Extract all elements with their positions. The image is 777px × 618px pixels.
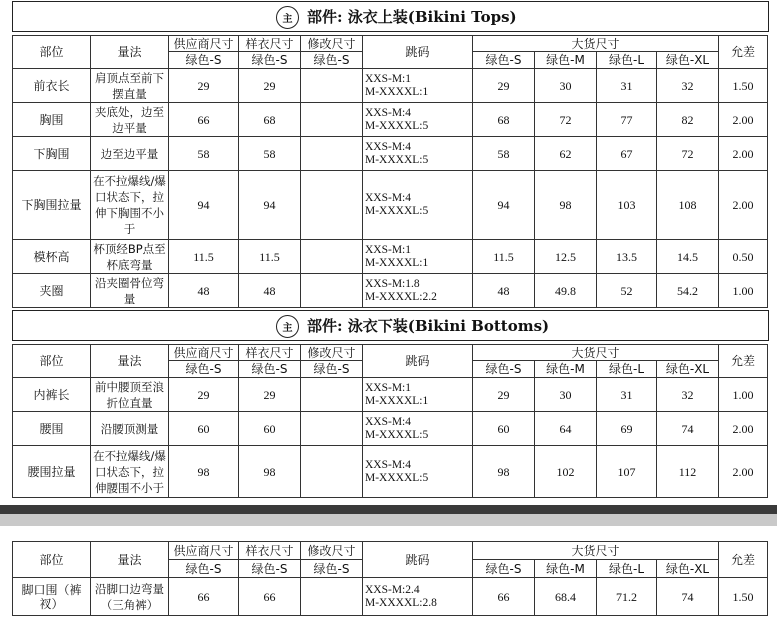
header-tolerance: 允差 [719,542,768,578]
part-cell: 前衣长 [13,69,91,103]
header-col-s: 绿色-S [301,52,363,69]
tolerance-cell: 1.00 [719,378,768,412]
bulk-l-cell: 67 [597,137,657,171]
header-method: 量法 [91,36,169,69]
bulk-s-cell: 66 [473,578,535,616]
size-code-line: M-XXXXL:5 [365,119,429,132]
bulk-s-cell: 29 [473,69,535,103]
sample-size-cell: 11.5 [239,240,301,274]
bulk-l-cell: 31 [597,378,657,412]
bulk-m-cell: 102 [535,446,597,498]
sample-size-cell: 60 [239,412,301,446]
part-cell: 腰围 [13,412,91,446]
size-code-line: XXS-M:2.4 [365,583,420,596]
size-code-line: XXS-M:4 [365,415,412,428]
header-bulk: 大货尺寸 [473,345,719,361]
size-code-cell [363,274,473,308]
header-modify: 修改尺寸 [301,542,363,560]
tops-measurement-table [12,35,768,308]
header-sample: 样衣尺寸 [239,542,301,560]
modified-size-cell [301,578,363,616]
bulk-s-cell: 94 [473,171,535,240]
table-row [13,103,768,137]
method-cell: 在不拉爆线/爆口状态下，拉伸腰围不小于 [91,446,169,498]
sample-size-cell: 68 [239,103,301,137]
header-col-s: 绿色-S [473,361,535,378]
header-part: 部位 [13,345,91,378]
table-row [13,578,768,616]
sample-size-cell: 29 [239,378,301,412]
header-size-code: 跳码 [363,542,473,578]
size-code-cell [363,69,473,103]
header-col-m: 绿色-M [535,560,597,578]
tolerance-cell: 2.00 [719,446,768,498]
header-col-xl: 绿色-XL [657,52,719,69]
header-size-code: 跳码 [363,345,473,378]
bulk-s-cell: 29 [473,378,535,412]
tolerance-cell: 2.00 [719,103,768,137]
bulk-m-cell: 64 [535,412,597,446]
sample-size-cell: 94 [239,171,301,240]
bulk-l-cell: 107 [597,446,657,498]
bulk-xl-cell: 32 [657,69,719,103]
bulk-s-cell: 60 [473,412,535,446]
section-header-bottoms [12,310,769,341]
size-code-line: M-XXXXL:2.2 [365,290,437,303]
header-supplier: 供应商尺寸 [169,345,239,361]
part-cell: 夹圈 [13,274,91,308]
supplier-size-cell: 66 [169,578,239,616]
part-cell: 下胸围拉量 [13,171,91,240]
leg-opening-table [12,541,768,616]
bulk-m-cell: 72 [535,103,597,137]
bulk-l-cell: 77 [597,103,657,137]
modified-size-cell [301,378,363,412]
supplier-size-cell: 98 [169,446,239,498]
header-col-l: 绿色-L [597,52,657,69]
size-code-cell [363,578,473,616]
bulk-s-cell: 11.5 [473,240,535,274]
modified-size-cell [301,412,363,446]
bulk-xl-cell: 82 [657,103,719,137]
size-code-line: XXS-M:4 [365,458,412,471]
part-cell: 下胸围 [13,137,91,171]
method-cell: 沿夹圈骨位弯量 [91,274,169,308]
header-modify: 修改尺寸 [301,345,363,361]
size-code-line: XXS-M:4 [365,192,412,204]
bulk-m-cell: 62 [535,137,597,171]
tolerance-cell: 2.00 [719,137,768,171]
size-code-line: M-XXXXL:1 [365,394,429,407]
header-col-m: 绿色-M [535,52,597,69]
tolerance-cell: 1.00 [719,274,768,308]
bulk-xl-cell: 14.5 [657,240,719,274]
header-col-s: 绿色-S [473,560,535,578]
tolerance-cell: 2.00 [719,171,768,240]
supplier-size-cell: 11.5 [169,240,239,274]
bulk-l-cell: 103 [597,171,657,240]
page-break-shadow [0,505,777,514]
table-row [13,446,768,498]
table-row [13,412,768,446]
part-cell: 内裤长 [13,378,91,412]
header-col-s: 绿色-S [239,560,301,578]
bulk-m-cell: 68.4 [535,578,597,616]
header-col-s: 绿色-S [301,560,363,578]
part-cell: 模杯高 [13,240,91,274]
supplier-size-cell: 29 [169,69,239,103]
table-row [13,171,768,240]
modified-size-cell [301,446,363,498]
bulk-m-cell: 49.8 [535,274,597,308]
bulk-l-cell: 52 [597,274,657,308]
size-code-line: XXS-M:1 [365,72,412,85]
header-part: 部位 [13,36,91,69]
table-row [13,240,768,274]
size-code-line: M-XXXXL:5 [365,471,429,484]
size-code-line: XXS-M:1.8 [365,277,420,290]
header-modify: 修改尺寸 [301,36,363,52]
supplier-size-cell: 58 [169,137,239,171]
method-cell: 沿脚口边弯量（三角裤） [91,578,169,616]
size-code-line: M-XXXXL:5 [365,205,429,217]
header-col-l: 绿色-L [597,560,657,578]
modified-size-cell [301,69,363,103]
bulk-s-cell: 68 [473,103,535,137]
marker-badge: 主 [276,315,299,338]
bulk-m-cell: 12.5 [535,240,597,274]
size-code-line: M-XXXXL:5 [365,153,429,166]
part-cell: 脚口围（裤衩） [13,578,91,616]
bulk-xl-cell: 108 [657,171,719,240]
bulk-m-cell: 30 [535,378,597,412]
header-col-m: 绿色-M [535,361,597,378]
method-cell: 杯顶经BP点至杯底弯量 [91,240,169,274]
modified-size-cell [301,240,363,274]
header-col-s: 绿色-S [239,52,301,69]
header-col-s: 绿色-S [301,361,363,378]
size-code-cell [363,171,473,240]
bulk-s-cell: 48 [473,274,535,308]
size-code-cell [363,446,473,498]
bulk-s-cell: 58 [473,137,535,171]
size-code-line: XXS-M:4 [365,106,412,119]
header-bulk: 大货尺寸 [473,542,719,560]
sample-size-cell: 66 [239,578,301,616]
tolerance-cell: 2.00 [719,412,768,446]
method-cell: 夹底处，边至边平量 [91,103,169,137]
header-tolerance: 允差 [719,36,768,69]
section-title: 部件: 泳衣上装(Bikini Tops) [307,8,517,26]
header-tolerance: 允差 [719,345,768,378]
method-cell: 在不拉爆线/爆口状态下，拉伸下胸围不小于 [91,171,169,240]
sample-size-cell: 48 [239,274,301,308]
size-code-line: M-XXXXL:5 [365,428,429,441]
supplier-size-cell: 66 [169,103,239,137]
size-code-line: XXS-M:1 [365,243,412,256]
modified-size-cell [301,274,363,308]
bulk-xl-cell: 32 [657,378,719,412]
bulk-xl-cell: 54.2 [657,274,719,308]
header-col-s: 绿色-S [473,52,535,69]
table-row [13,378,768,412]
sample-size-cell: 98 [239,446,301,498]
sample-size-cell: 29 [239,69,301,103]
section-title: 部件: 泳衣下装(Bikini Bottoms) [307,317,550,335]
part-cell: 胸围 [13,103,91,137]
header-part: 部位 [13,542,91,578]
method-cell: 边至边平量 [91,137,169,171]
header-sample: 样衣尺寸 [239,345,301,361]
supplier-size-cell: 48 [169,274,239,308]
tolerance-cell: 1.50 [719,578,768,616]
header-col-l: 绿色-L [597,361,657,378]
header-method: 量法 [91,345,169,378]
header-col-s: 绿色-S [169,361,239,378]
header-method: 量法 [91,542,169,578]
supplier-size-cell: 60 [169,412,239,446]
tolerance-cell: 1.50 [719,69,768,103]
bottoms-measurement-table [12,344,768,498]
bulk-xl-cell: 72 [657,137,719,171]
size-code-line: M-XXXXL:1 [365,85,429,98]
marker-badge: 主 [276,6,299,29]
size-code-line: M-XXXXL:1 [365,256,429,269]
modified-size-cell [301,137,363,171]
size-code-cell [363,378,473,412]
header-col-s: 绿色-S [169,52,239,69]
table-row [13,69,768,103]
bulk-xl-cell: 74 [657,412,719,446]
header-bulk: 大货尺寸 [473,36,719,52]
page-break-gap [0,514,777,526]
method-cell: 沿腰顶测量 [91,412,169,446]
supplier-size-cell: 29 [169,378,239,412]
table-row [13,137,768,171]
header-sample: 样衣尺寸 [239,36,301,52]
size-code-line: XXS-M:1 [365,381,412,394]
sample-size-cell: 58 [239,137,301,171]
bulk-m-cell: 98 [535,171,597,240]
header-col-s: 绿色-S [239,361,301,378]
modified-size-cell [301,103,363,137]
bulk-l-cell: 31 [597,69,657,103]
bulk-xl-cell: 112 [657,446,719,498]
method-cell: 前中腰顶至浪折位直量 [91,378,169,412]
bulk-xl-cell: 74 [657,578,719,616]
tolerance-cell: 0.50 [719,240,768,274]
size-code-line: XXS-M:4 [365,140,412,153]
bulk-m-cell: 30 [535,69,597,103]
section-header-tops [12,1,769,32]
part-cell: 腰围拉量 [13,446,91,498]
header-col-xl: 绿色-XL [657,361,719,378]
header-col-xl: 绿色-XL [657,560,719,578]
size-code-line: M-XXXXL:2.8 [365,596,437,609]
header-supplier: 供应商尺寸 [169,542,239,560]
size-code-cell [363,103,473,137]
bulk-l-cell: 71.2 [597,578,657,616]
bulk-l-cell: 69 [597,412,657,446]
supplier-size-cell: 94 [169,171,239,240]
bulk-l-cell: 13.5 [597,240,657,274]
size-code-cell [363,412,473,446]
modified-size-cell [301,171,363,240]
bulk-s-cell: 98 [473,446,535,498]
size-code-cell [363,240,473,274]
method-cell: 肩顶点至前下摆直量 [91,69,169,103]
table-row [13,274,768,308]
size-code-cell [363,137,473,171]
header-size-code: 跳码 [363,36,473,69]
header-col-s: 绿色-S [169,560,239,578]
header-supplier: 供应商尺寸 [169,36,239,52]
